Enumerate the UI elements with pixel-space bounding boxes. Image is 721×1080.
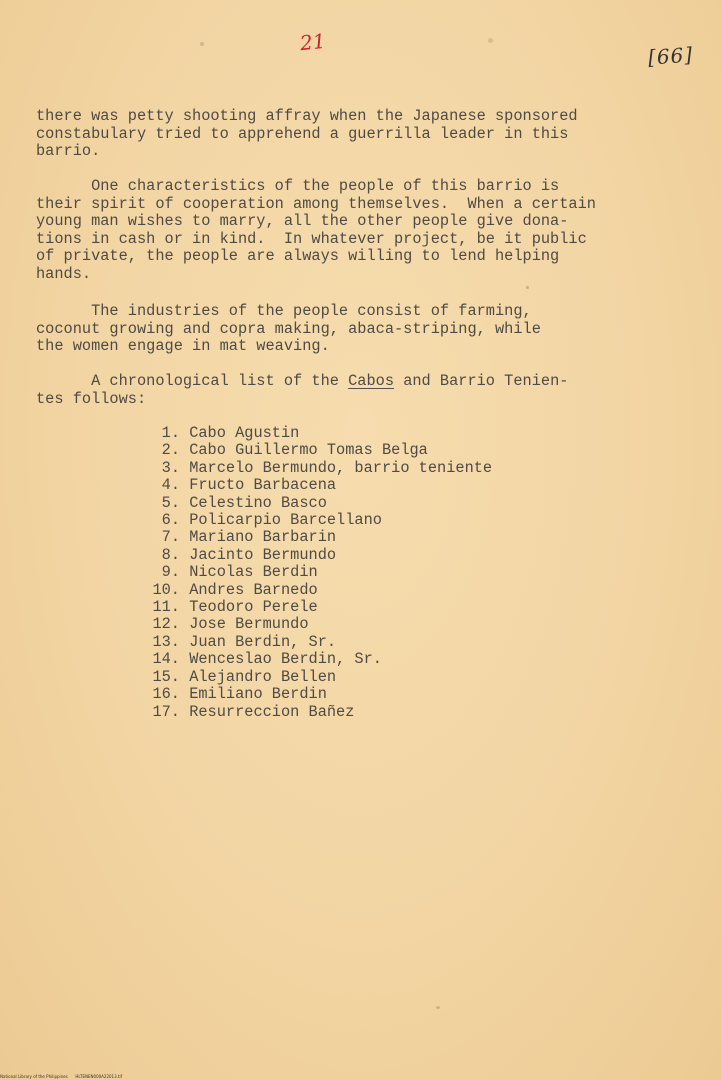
list-number: 8. [161,545,180,564]
list-item [140,669,492,686]
list-number: 9. [161,563,180,582]
list-item [140,442,492,459]
list-item [140,425,492,442]
list-number: 4. [161,476,180,495]
list-item [140,529,492,546]
paragraph-4 [36,373,568,408]
list-item [140,477,492,494]
list-number: 2. [161,441,180,460]
underlined-cabos: Cabos [348,372,395,390]
list-item [140,686,492,703]
list-name: Emiliano Berdin [189,685,327,704]
paragraph-4-pre: A chronological list of the [36,372,349,390]
paragraph-1: there was petty shooting affray when the Japanese sponsored constabulary tried to apprehend a guerrilla leader in this barrio. [36,107,578,160]
list-number: 10. [152,580,180,599]
list-name: Resurreccion Bañez [189,702,355,721]
list-name: Policarpio Barcellano [189,511,382,530]
list-name: Celestino Basco [189,493,327,512]
list-item [140,460,492,477]
list-item [140,616,492,633]
paragraph-4-post: and Barrio Tenien- tes follows: [36,372,569,408]
paper-speck [436,1006,440,1009]
footer-file: HLTENEN000A22013.tif [75,1074,122,1079]
list-item [140,634,492,651]
list-name: Marcelo Bermundo, barrio teniente [189,458,493,477]
list-name: Jacinto Bermundo [189,545,337,564]
list-number: 7. [161,528,180,547]
list-name: Andres Barnedo [189,580,318,599]
list-item [140,651,492,668]
paragraph-2: One characteristics of the people of this barrio is their spirit of cooperation among themselves. When a certain young man wishes to marry, all the other people give dona- tions in cash or in kind. In whatever project, be it public of private, the people are always willing to lend helping hands. [36,177,596,283]
list-number: 11. [152,598,180,617]
list-name: Cabo Guillermo Tomas Belga [189,441,428,460]
archive-footer [0,1074,122,1079]
list-number: 5. [161,493,180,512]
list-number: 3. [161,458,180,477]
list-name: Teodoro Perele [189,598,318,617]
list-number: 15. [152,667,180,686]
paper-speck [200,42,204,46]
list-item [140,564,492,581]
list-number: 13. [152,632,180,651]
list-name: Nicolas Berdin [189,563,318,582]
list-item [140,704,492,721]
footer-source: National Library of the Philippines [0,1074,68,1079]
list-name: Juan Berdin, Sr. [189,632,337,651]
paragraph-3: The industries of the people consist of farming, coconut growing and copra making, abaca-striping, while the women engage in mat weaving. [36,302,541,355]
list-item [140,599,492,616]
list-number: 17. [152,702,180,721]
list-name: Wenceslao Berdin, Sr. [189,650,382,669]
list-name: Jose Bermundo [189,615,309,634]
list-item [140,495,492,512]
list-number: 16. [152,685,180,704]
handwritten-page-mark: 21 [298,28,327,56]
list-name: Cabo Agustin [189,424,300,442]
list-item [140,582,492,599]
teniente-list [140,425,492,721]
paper-speck [488,38,493,43]
list-number: 14. [152,650,180,669]
list-number: 6. [161,511,180,530]
list-name: Fructo Barbacena [189,476,337,495]
list-name: Alejandro Bellen [189,667,337,686]
list-item [140,547,492,564]
list-number: 12. [152,615,180,634]
list-name: Mariano Barbarin [189,528,337,547]
list-number: 1. [161,424,180,442]
list-item [140,512,492,529]
paper-speck [526,286,529,289]
page-number: [66] [647,42,694,70]
